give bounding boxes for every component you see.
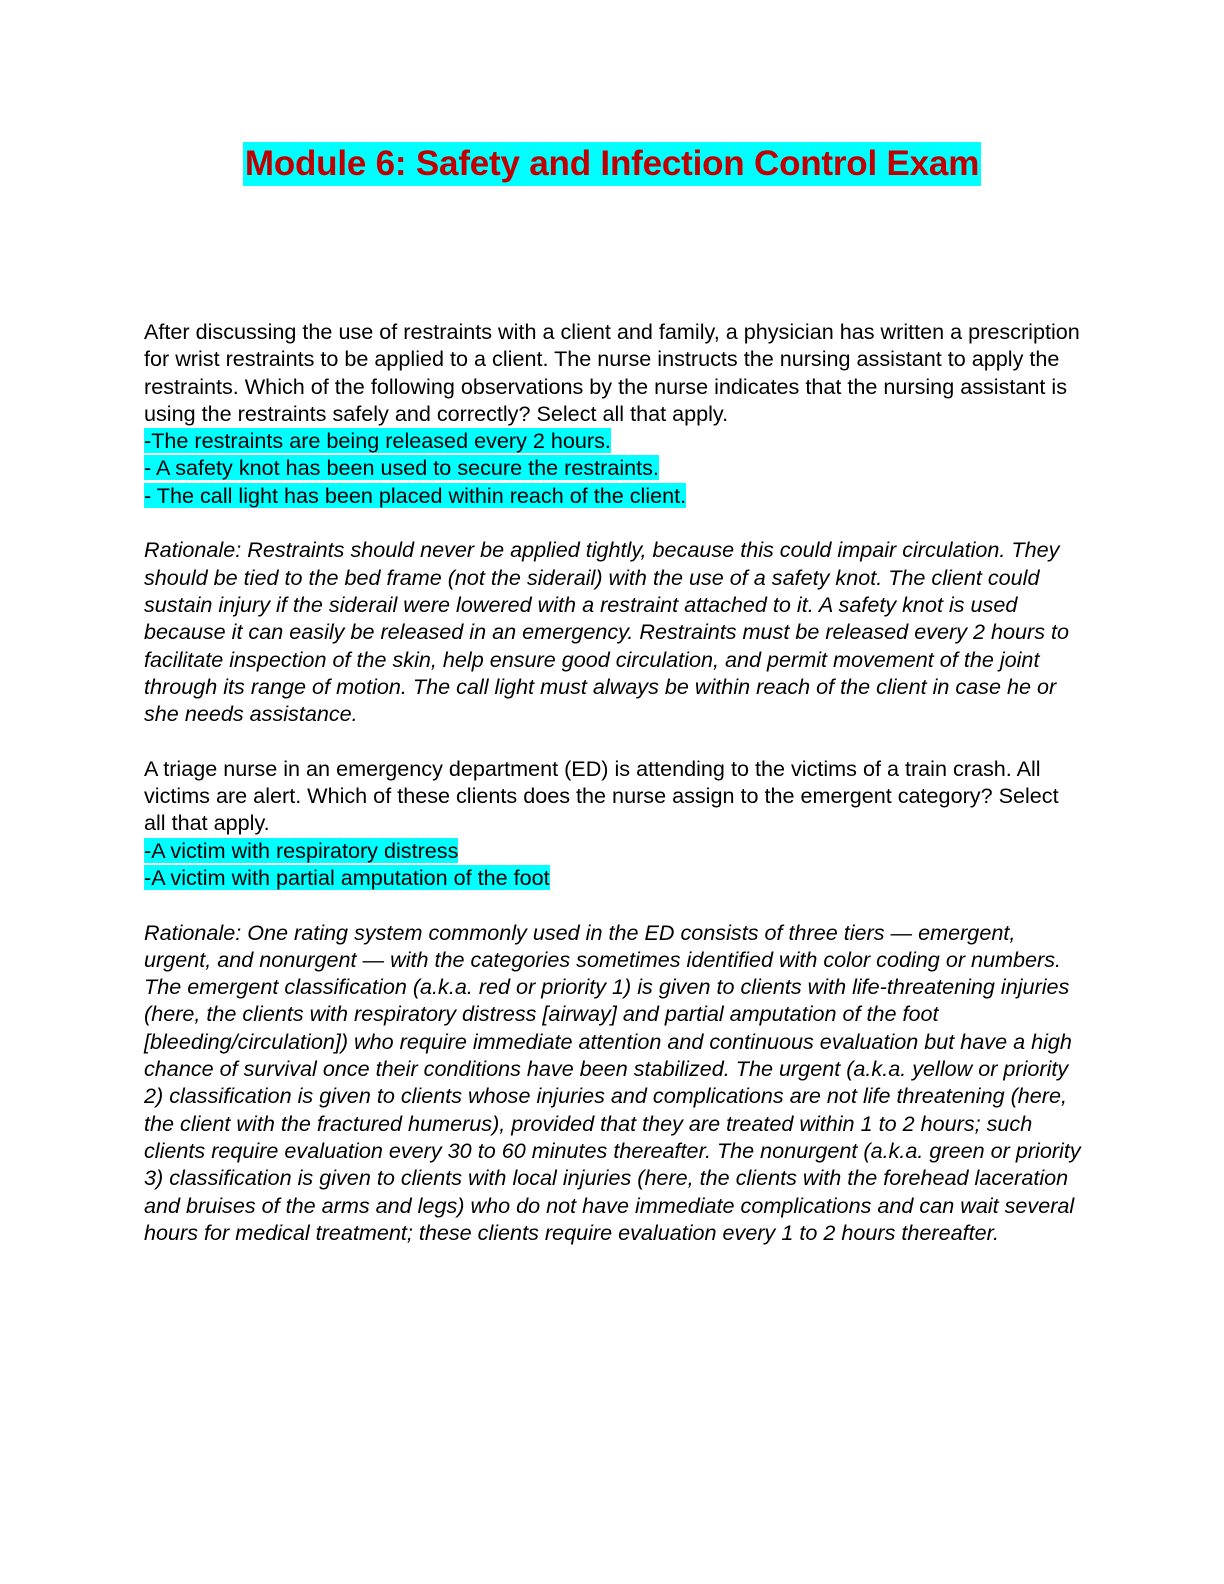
answer-item (144, 837, 1084, 864)
document-body (144, 318, 1084, 1246)
answer-highlight: -A victim with partial amputation of the foot (144, 864, 550, 890)
answer-list (144, 837, 1084, 892)
question-text: A triage nurse in an emergency department (ED) is attending to the victims of a train crash. All victims are alert. Which of these clients does the nurse assign to the emergent category? Select all that apply. (144, 755, 1059, 836)
page-title: Module 6: Safety and Infection Control Exam (243, 142, 981, 186)
question-block-2 (144, 755, 1084, 1246)
page-title-wrapper (0, 142, 1224, 186)
answer-item (144, 482, 1084, 509)
answer-list (144, 427, 1084, 509)
rationale-text: Rationale: One rating system commonly used in the ED consists of three tiers — emergent, urgent, and nonurgent — with the categories sometimes identified with color coding or numbers. The emergent classification (a.k.a. red or priority 1) is given to clients with life-threatening injuries (here, the clients with respiratory distress [airway] and partial amputation of the foot [bleeding/circulation]) who require immediate attention and continuous evaluation but have a high chance of survival once their conditions have been stabilized. The urgent (a.k.a. yellow or priority 2) classification is given to clients whose injuries and complications are not life threatening (here, the client with the fractured humerus), provided that they are treated within 1 to 2 hours; such clients require evaluation every 30 to 60 minutes thereafter. The nonurgent (a.k.a. green or priority 3) classification is given to clients with local injuries (here, the clients with the forehead laceration and bruises of the arms and legs) who do not have immediate complications and can wait several hours for medical treatment; these clients require evaluation every 1 to 2 hours thereafter. (144, 919, 1081, 1245)
answer-highlight: - A safety knot has been used to secure the restraints. (144, 455, 659, 481)
answer-highlight: -The restraints are being released every 2 hours. (144, 428, 611, 454)
rationale-text: Rationale: Restraints should never be applied tightly, because this could impair circulation. They should be tied to the bed frame (not the siderail) with the use of a safety knot. The client could sustain injury if the siderail were lowered with a restraint attached to it. A safety knot is used because it can easily be released in an emergency. Restraints must be released every 2 hours to facilitate inspection of the skin, help ensure good circulation, and permit movement of the joint through its range of motion. The call light must always be within reach of the client in case he or she needs assistance. (144, 537, 1070, 727)
answer-item (144, 864, 1084, 891)
answer-highlight: - The call light has been placed within reach of the client. (144, 482, 687, 508)
question-block-1 (144, 318, 1084, 727)
answer-item (144, 454, 1084, 481)
answer-highlight: -A victim with respiratory distress (144, 837, 459, 863)
answer-item (144, 427, 1084, 454)
question-text: After discussing the use of restraints with a client and family, a physician has written a prescription for wrist restraints to be applied to a client. The nurse instructs the nursing assistant to apply the restraints. Which of the following observations by the nurse indicates that the nursing assistant is using the restraints safely and correctly? Select all that apply. (144, 319, 1080, 426)
